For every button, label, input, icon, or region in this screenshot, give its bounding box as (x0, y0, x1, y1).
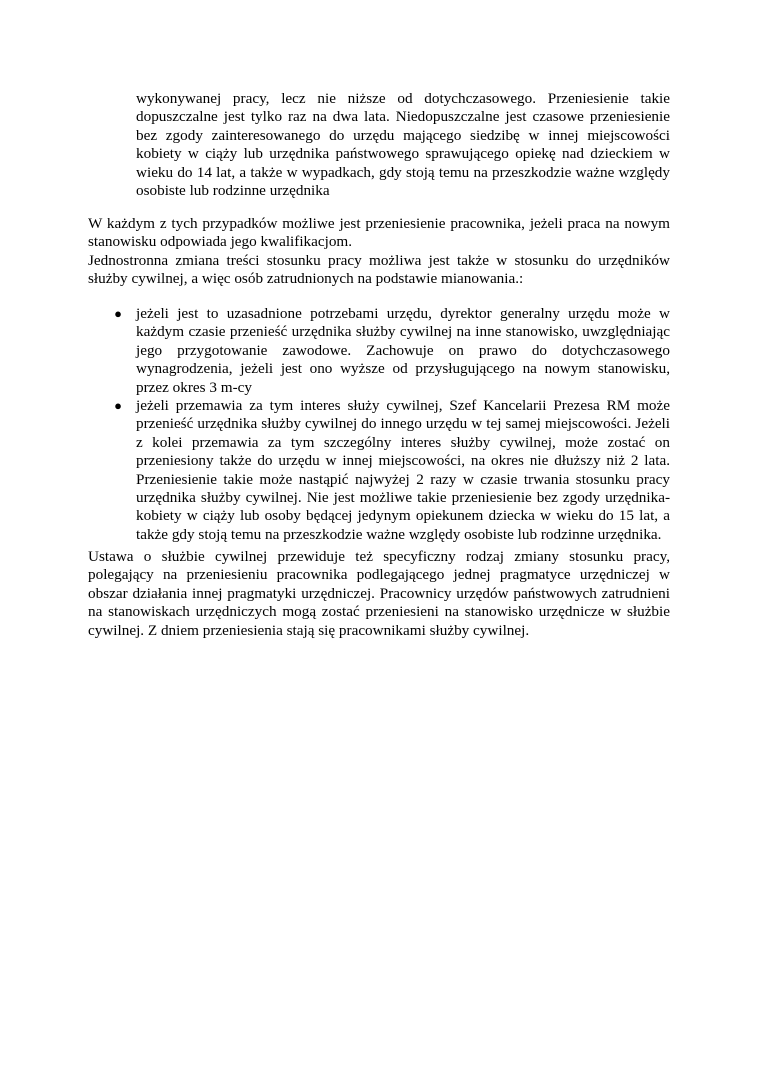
bullet-text: jeżeli jest to uzasadnione potrzebami urzędu, dyrektor generalny urzędu może w każdym czasie przenieść urzędnika służby cywilnej na inne stanowisko, uwzględniając jego przygotowanie zawodowe. Zachowuje on prawo do dotychczasowego wynagrodzenia, jeżeli jest ono wyższe od przysługującego na nowym stanowisku, przez okres 3 m-cy (136, 305, 670, 396)
paragraph-transfer-qualifications: W każdym z tych przypadków możliwe jest przeniesienie pracownika, jeżeli praca na nowym stanowisku odpowiada jego kwalifikacjom. (88, 215, 670, 251)
list-item (88, 397, 670, 544)
final-paragraph: Ustawa o służbie cywilnej przewiduje też specyficzny rodzaj zmiany stosunku pracy, polegający na przeniesieniu pracownika podlegającego jednej pragmatyce urzędniczej w obszar działania innej pragmatyki urzędniczej. Pracownicy urzędów państwowych zatrudnieni na stanowiskach urzędniczych mogą zostać przeniesieni na stanowisko urzędnicze w służbie cywilnej. Z dniem przeniesienia stają się pracownikami służby cywilnej. (88, 548, 670, 639)
continuation-paragraph: wykonywanej pracy, lecz nie niższe od dotychczasowego. Przeniesienie takie dopuszczalne jest tylko raz na dwa lata. Niedopuszczalne jest czasowe przeniesienie bez zgody zainteresowanego do urzędu mającego siedzibę w innej miejscowości kobiety w ciąży lub urzędnika państwowego sprawującego opiekę nad dzieckiem w wieku do 14 lat, a także w wypadkach, gdy stoją temu na przeszkodzie ważne względy osobiste lub rodzinne urzędnika (136, 90, 670, 200)
bullet-text: jeżeli przemawia za tym interes służy cywilnej, Szef Kancelarii Prezesa RM może przenieść urzędnika służby cywilnej do innego urzędu w tej samej miejscowości. Jeżeli z kolei przemawia za tym szczególny interes służby cywilnej, może zostać on przeniesiony także do urzędu w innej miejscowości, na okres nie dłuższy niż 2 lata. Przeniesienie takie może nastąpić najwyżej 2 razy w czasie trwania stosunku pracy urzędnika służby cywilnej. Nie jest możliwe takie przeniesienie bez zgody urzędnika-kobiety w ciąży lub osoby będącej jedynym opiekunem dziecka w wieku do 15 lat, a także gdy stoją temu na przeszkodzie ważne względy osobiste lub rodzinne urzędnika. (136, 397, 670, 543)
bullet-list (88, 305, 670, 544)
list-item (88, 305, 670, 397)
bullet-icon: ● (114, 306, 122, 321)
paragraph-civil-service-change: Jednostronna zmiana treści stosunku pracy możliwa jest także w stosunku do urzędników służby cywilnej, a więc osób zatrudnionych na podstawie mianowania.: (88, 251, 670, 288)
intro-section (88, 215, 670, 289)
bullet-icon: ● (114, 398, 122, 414)
